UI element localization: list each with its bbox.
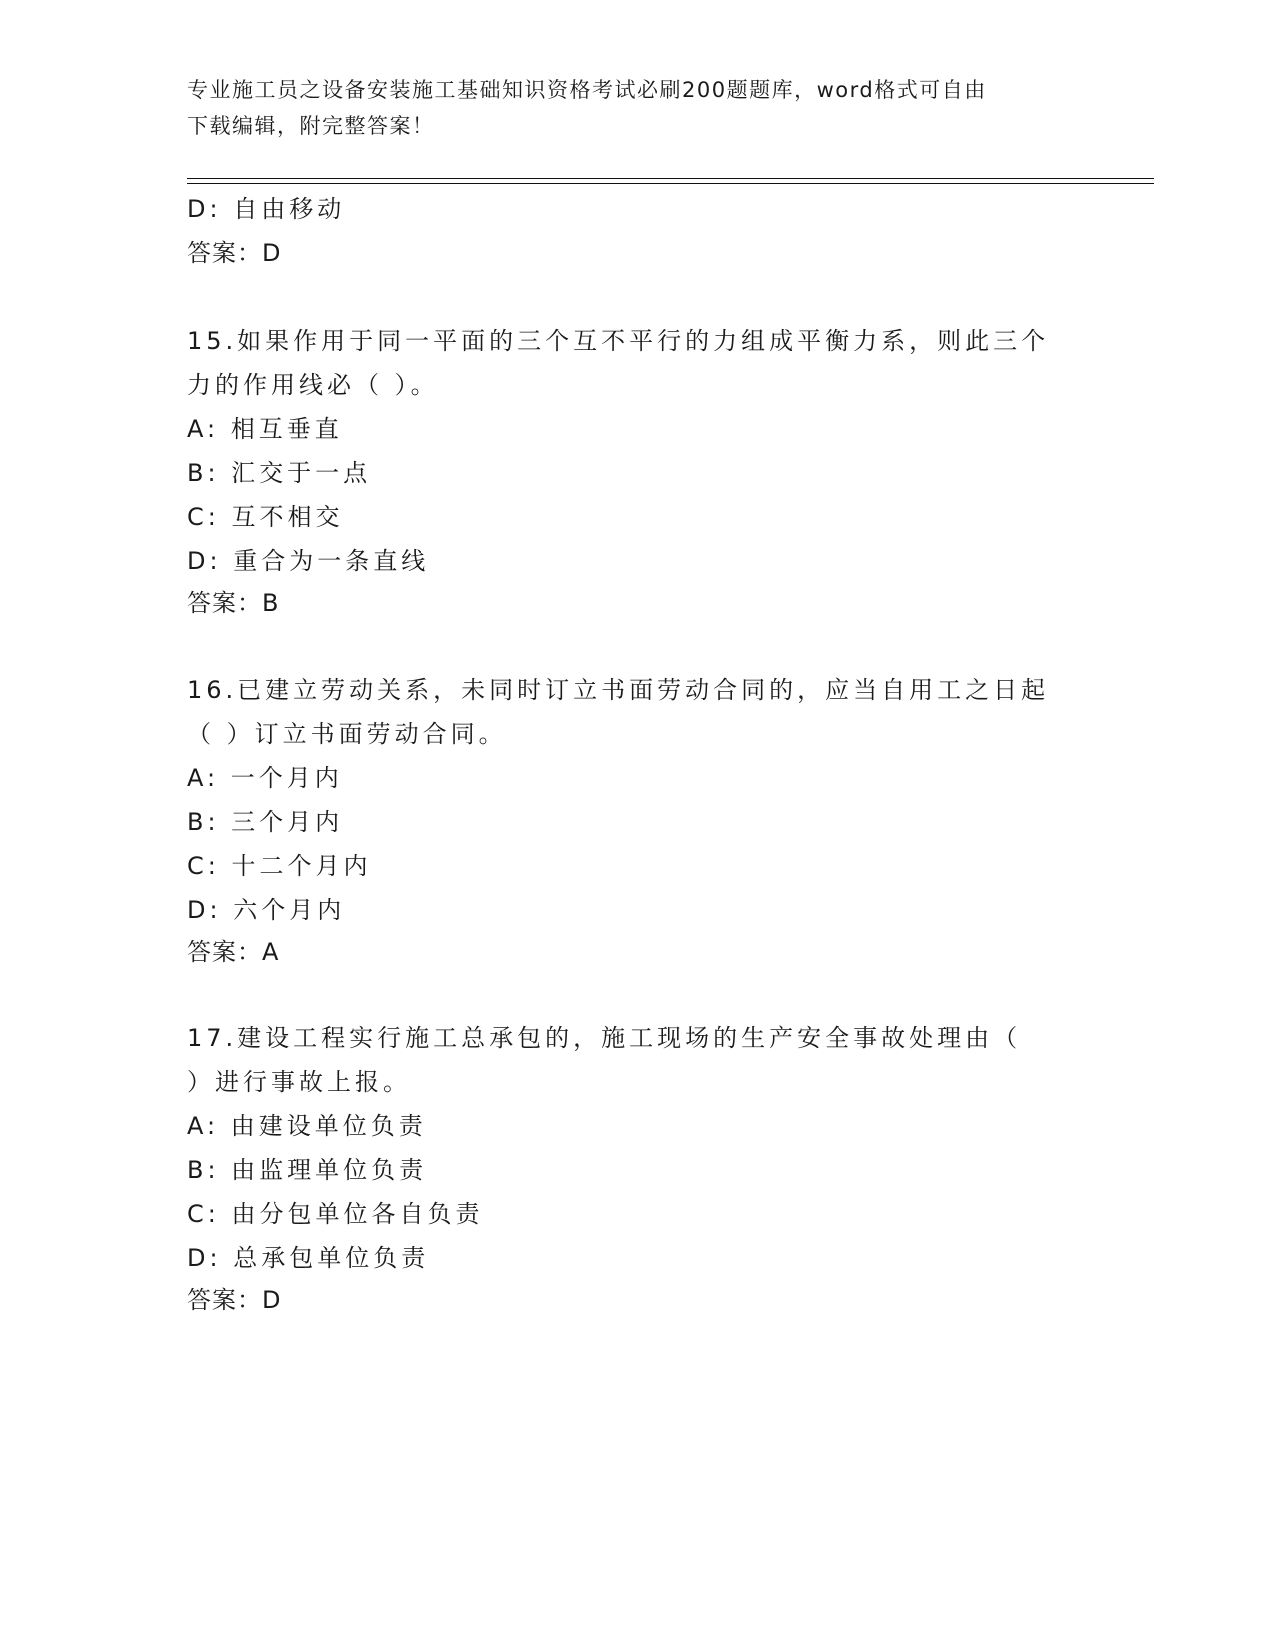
question-15-text-line-2: 力的作用线必（ ）。 <box>187 371 439 399</box>
header-rule-bottom <box>187 183 1154 184</box>
question-16-text-line-1: 16.已建立劳动关系，未同时订立书面劳动合同的，应当自用工之日起 <box>187 676 1050 704</box>
question-17-answer: 答案：D <box>187 1286 282 1314</box>
prev-option-d: D: 自由移动 <box>187 195 346 223</box>
question-17-option-a: A: 由建设单位负责 <box>187 1112 427 1140</box>
question-15-option-d: D: 重合为一条直线 <box>187 547 430 575</box>
prev-answer: 答案：D <box>187 239 282 267</box>
question-16-text-line-2: （ ）订立书面劳动合同。 <box>187 720 507 748</box>
header-line-1: 专业施工员之设备安装施工基础知识资格考试必刷200题题库，word格式可自由 <box>187 78 987 102</box>
question-15-option-a: A: 相互垂直 <box>187 415 343 443</box>
question-15-option-b: B: 汇交于一点 <box>187 459 372 487</box>
question-16-answer: 答案：A <box>187 938 280 966</box>
question-17-option-d: D: 总承包单位负责 <box>187 1244 430 1272</box>
question-15-text-line-1: 15.如果作用于同一平面的三个互不平行的力组成平衡力系，则此三个 <box>187 327 1050 355</box>
question-17-option-c: C: 由分包单位各自负责 <box>187 1200 484 1228</box>
header-rule-top <box>187 178 1154 179</box>
question-16-option-d: D: 六个月内 <box>187 896 346 924</box>
question-17-option-b: B: 由监理单位负责 <box>187 1156 428 1184</box>
header-line-2: 下载编辑，附完整答案！ <box>187 114 435 138</box>
question-16-option-c: C: 十二个月内 <box>187 852 372 880</box>
question-16-option-a: A: 一个月内 <box>187 764 343 792</box>
question-15-option-c: C: 互不相交 <box>187 503 344 531</box>
document-header <box>187 72 1087 144</box>
question-17-text-line-1: 17.建设工程实行施工总承包的，施工现场的生产安全事故处理由（ <box>187 1024 1022 1052</box>
question-16-option-b: B: 三个月内 <box>187 808 344 836</box>
question-17-text-line-2: ）进行事故上报。 <box>187 1068 411 1096</box>
question-15-answer: 答案：B <box>187 589 280 617</box>
